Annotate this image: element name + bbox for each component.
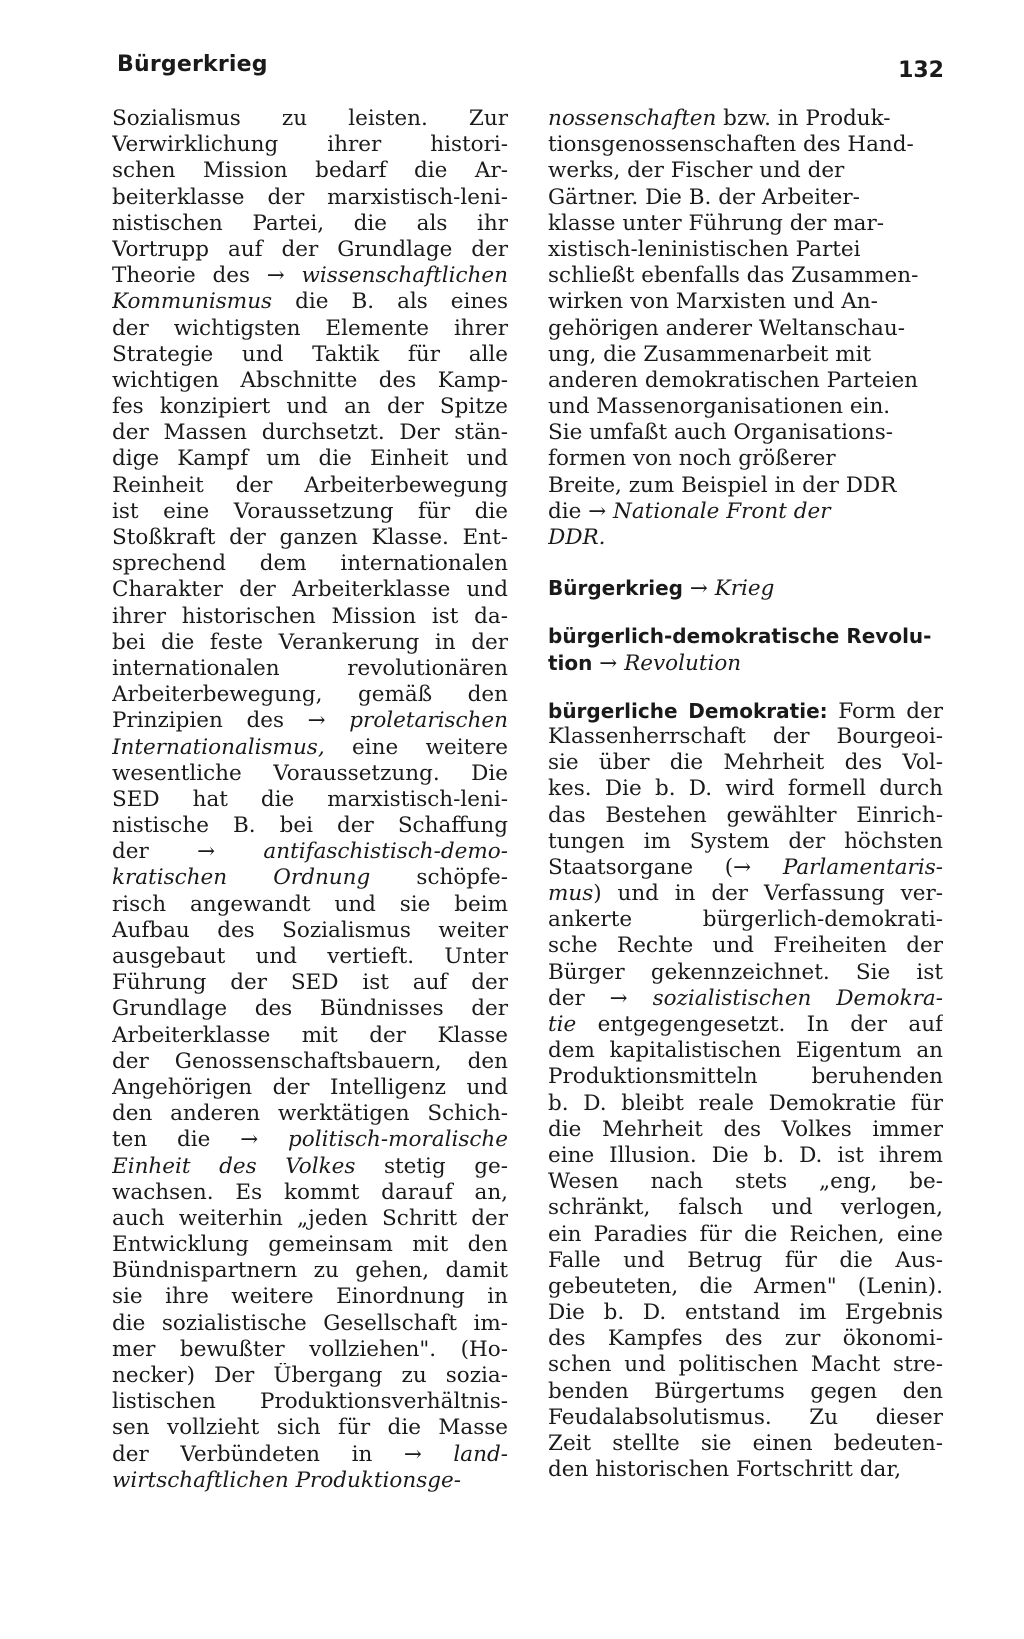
text-fragment: sie ihre weitere Einordnung in	[112, 1284, 508, 1310]
text-line	[112, 892, 508, 918]
text-line	[548, 420, 943, 446]
text-line	[112, 316, 508, 342]
text-line	[548, 446, 943, 472]
text-fragment	[683, 576, 690, 601]
text-line	[112, 787, 508, 813]
text-fragment: bei die feste Verankerung in der	[112, 629, 508, 655]
text-fragment: gebeuteten, die Armen" (Lenin).	[548, 1273, 943, 1299]
text-line	[112, 473, 508, 499]
text-line	[112, 656, 508, 682]
text-line	[548, 263, 943, 289]
left-column	[112, 106, 508, 1494]
text-fragment: die sozialistische Gesellschaft im-	[112, 1310, 508, 1336]
text-fragment: schränkt, falsch und verlogen,	[548, 1195, 943, 1221]
text-fragment: schöpfe-	[370, 865, 508, 891]
text-fragment: tion	[548, 650, 593, 675]
text-fragment: anderen demokratischen Parteien	[548, 367, 919, 393]
text-fragment: Reinheit der Arbeiterbewegung	[112, 472, 508, 498]
text-line	[548, 650, 943, 676]
text-line	[112, 944, 508, 970]
text-line	[548, 106, 943, 132]
text-line	[548, 1091, 943, 1117]
text-fragment: eine weitere	[324, 734, 508, 760]
text-line	[112, 1363, 508, 1389]
text-fragment: Strategie und Taktik für alle	[112, 341, 508, 367]
text-fragment: mus	[548, 881, 594, 907]
text-fragment: kratischen Ordnung	[112, 865, 371, 891]
text-fragment: wirtschaftlichen Produktionsge-	[112, 1467, 461, 1493]
text-line	[548, 750, 943, 776]
text-line	[112, 211, 508, 237]
text-line	[112, 918, 508, 944]
text-line	[548, 933, 943, 959]
text-fragment: Theorie des	[112, 263, 267, 289]
text-line	[112, 1415, 508, 1441]
text-fragment: Entwicklung gemeinsam mit den	[112, 1232, 508, 1258]
text-fragment: Falle und Betrug für die Aus-	[548, 1247, 943, 1273]
text-line	[112, 839, 508, 865]
text-line	[548, 289, 943, 315]
text-line	[112, 106, 508, 132]
text-fragment: werks, der Fischer und der	[548, 158, 845, 184]
text-fragment: Sie umfaßt auch Organisations-	[548, 420, 894, 446]
text-fragment: das Bestehen gewählter Einrich-	[548, 802, 943, 828]
text-line	[112, 1154, 508, 1180]
text-line	[548, 132, 943, 158]
text-line	[112, 1049, 508, 1075]
text-line	[548, 1143, 943, 1169]
text-fragment: ten die	[112, 1127, 241, 1153]
text-fragment: sen vollzieht sich für die Masse	[112, 1415, 508, 1441]
text-line	[548, 623, 943, 649]
text-line	[112, 289, 508, 315]
text-fragment: Bürger gekennzeichnet. Sie ist	[548, 959, 943, 985]
text-fragment: Vortrupp auf der Grundlage der	[112, 236, 508, 262]
text-line	[548, 185, 943, 211]
text-fragment: der	[112, 839, 198, 865]
text-fragment: → politisch-moralische	[240, 1127, 508, 1153]
text-fragment: sprechend dem internationalen	[112, 551, 508, 577]
text-fragment: der Massen durchsetzt. Der stän-	[112, 420, 508, 446]
text-line	[548, 394, 943, 420]
text-fragment: beiterklasse der marxistisch-leni-	[112, 184, 508, 210]
text-line	[548, 1379, 943, 1405]
text-line	[112, 1206, 508, 1232]
text-line	[112, 185, 508, 211]
text-fragment: → proletarischen	[307, 708, 508, 734]
text-line	[112, 420, 508, 446]
text-fragment: benden Bürgertums gegen den	[548, 1378, 943, 1404]
text-fragment: internationalen revolutionären	[112, 655, 508, 681]
text-fragment: formen von noch größerer	[548, 446, 836, 472]
text-fragment: Verwirklichung ihrer histori-	[112, 132, 508, 158]
text-line	[548, 575, 943, 601]
entry-buergerkrieg	[548, 575, 943, 601]
text-fragment: wesentliche Voraussetzung. Die	[112, 760, 508, 786]
text-line	[548, 1169, 943, 1195]
text-line	[548, 698, 943, 724]
text-line	[548, 1038, 943, 1064]
text-line	[112, 1389, 508, 1415]
text-line	[112, 996, 508, 1022]
text-line	[112, 1337, 508, 1363]
text-fragment: ung, die Zusammenarbeit mit	[548, 341, 872, 367]
text-line	[548, 1012, 943, 1038]
text-line	[548, 1405, 943, 1431]
text-fragment: Sozialismus zu leisten. Zur	[112, 106, 508, 131]
text-line	[548, 1195, 943, 1221]
text-fragment: → Nationale Front der	[588, 498, 831, 524]
text-line	[548, 1326, 943, 1352]
text-fragment: fes konzipiert und an der Spitze	[112, 394, 508, 420]
text-line	[112, 1232, 508, 1258]
text-line	[548, 1300, 943, 1326]
text-line	[112, 577, 508, 603]
text-line	[112, 1075, 508, 1101]
text-line	[548, 1248, 943, 1274]
text-line	[548, 1431, 943, 1457]
text-fragment: Produktionsmitteln beruhenden	[548, 1064, 943, 1090]
text-line	[548, 1352, 943, 1378]
text-line	[112, 604, 508, 630]
text-fragment: die Mehrheit des Volkes immer	[548, 1116, 943, 1142]
text-line	[548, 986, 943, 1012]
text-line	[548, 1222, 943, 1248]
text-fragment: DDR.	[548, 525, 606, 550]
text-line	[112, 1180, 508, 1206]
text-fragment: → land-	[403, 1441, 508, 1467]
text-fragment: Feudalabsolutismus. Zu dieser	[548, 1404, 943, 1430]
text-fragment: risch angewandt und sie beim	[112, 891, 508, 917]
text-line	[548, 342, 943, 368]
text-fragment: den historischen Fortschritt dar,	[548, 1457, 902, 1483]
text-line	[112, 525, 508, 551]
text-fragment: den anderen werktätigen Schich-	[112, 1101, 508, 1127]
text-fragment: wirken von Marxisten und An-	[548, 289, 878, 315]
text-fragment: necker) Der Übergang zu sozia-	[112, 1363, 508, 1388]
text-fragment: Angehörigen der Intelligenz und	[112, 1074, 508, 1100]
text-fragment: dige Kampf um die Einheit und	[112, 446, 508, 472]
text-fragment: b. D. bleibt reale Demokratie für	[548, 1090, 943, 1116]
text-line	[112, 132, 508, 158]
text-fragment: → antifaschistisch-demo-	[197, 839, 508, 865]
text-line	[112, 682, 508, 708]
text-fragment: Arbeiterklasse mit der Klasse	[112, 1022, 508, 1048]
text-fragment: schen Mission bedarf die Ar-	[112, 158, 508, 184]
text-line	[112, 263, 508, 289]
entry-buergerbuendnis-continued	[548, 106, 943, 551]
text-fragment: listischen Produktionsverhältnis-	[112, 1389, 508, 1415]
text-fragment: mer bewußter vollziehen". (Ho-	[112, 1336, 508, 1362]
text-fragment: der wichtigsten Elemente ihrer	[112, 315, 508, 341]
text-line	[548, 724, 943, 750]
text-line	[548, 211, 943, 237]
text-fragment: Bürgerkrieg	[548, 576, 683, 601]
text-line	[112, 970, 508, 996]
text-line	[112, 499, 508, 525]
text-fragment: xistisch-leninistischen Partei	[548, 236, 861, 262]
text-line	[112, 1127, 508, 1153]
text-fragment: Stoßkraft der ganzen Klasse. Ent-	[112, 525, 508, 550]
text-fragment: Breite, zum Beispiel in der DDR	[548, 472, 897, 498]
text-fragment: Aufbau des Sozialismus weiter	[112, 917, 508, 943]
text-line	[112, 237, 508, 263]
text-line	[548, 803, 943, 829]
entry-buergerliche-demokratie	[548, 698, 943, 1484]
text-line	[112, 551, 508, 577]
text-line	[112, 342, 508, 368]
text-fragment: des Kampfes des zur ökonomi-	[548, 1326, 943, 1352]
text-line	[112, 708, 508, 734]
text-fragment: eine Illusion. Die b. D. ist ihrem	[548, 1142, 943, 1168]
text-fragment: die B. als eines	[272, 289, 508, 315]
text-line	[112, 1468, 508, 1494]
text-line	[112, 446, 508, 472]
text-fragment: bürgerlich-demokratische Revolu-	[548, 624, 932, 649]
text-fragment: Charakter der Arbeiterklasse und	[112, 577, 508, 603]
text-fragment: → wissenschaftlichen	[266, 263, 508, 289]
text-fragment: Grundlage des Bündnisses der	[112, 996, 508, 1022]
text-line	[112, 1101, 508, 1127]
text-fragment: → Krieg	[689, 576, 775, 602]
text-line	[548, 1117, 943, 1143]
text-fragment: ausgebaut und vertieft. Unter	[112, 944, 508, 969]
entry-buergerlich-demokratische-revolution	[548, 623, 943, 675]
text-line	[112, 865, 508, 891]
text-line	[548, 881, 943, 907]
text-fragment: Einheit des Volkes	[112, 1153, 356, 1179]
text-fragment: tungen im System der höchsten	[548, 828, 943, 854]
text-fragment: gehörigen anderer Weltanschau-	[548, 315, 905, 341]
text-fragment: → sozialistischen Demokra-	[609, 985, 943, 1011]
text-fragment: ihrer historischen Mission ist da-	[112, 603, 508, 629]
text-fragment: bürgerliche Demokratie:	[548, 698, 828, 723]
text-fragment: ein Paradies für die Reichen, eine	[548, 1221, 943, 1247]
text-line	[548, 776, 943, 802]
text-fragment: auch weiterhin „jeden Schritt der	[112, 1205, 508, 1231]
text-fragment: Kommunismus	[112, 289, 273, 315]
text-fragment: Die b. D. entstand im Ergebnis	[548, 1300, 943, 1326]
text-fragment: stetig ge-	[355, 1153, 508, 1179]
text-fragment: → Parlamentaris-	[733, 854, 943, 880]
text-fragment: bzw. in Produk-	[716, 106, 891, 131]
text-fragment: der Verbündeten in	[112, 1441, 404, 1467]
text-fragment: Prinzipien des	[112, 708, 308, 734]
text-line	[112, 394, 508, 420]
text-line	[112, 735, 508, 761]
text-fragment: Arbeiterbewegung, gemäß den	[112, 682, 508, 708]
text-line	[112, 1023, 508, 1049]
text-fragment: Zeit stellte sie einen bedeuten-	[548, 1431, 943, 1456]
text-fragment: ankerte bürgerlich-demokrati-	[548, 907, 943, 933]
running-header-title: Bürgerkrieg	[117, 52, 268, 77]
text-fragment: sie über die Mehrheit des Vol-	[548, 750, 943, 776]
text-fragment: → Revolution	[599, 650, 742, 676]
text-line	[112, 761, 508, 787]
text-fragment: wichtigen Abschnitte des Kamp-	[112, 367, 508, 393]
page-number: 132	[898, 58, 944, 83]
text-fragment: Bündnispartnern zu gehen, damit	[112, 1258, 508, 1284]
text-fragment: Form der	[827, 698, 943, 724]
text-fragment: Klassenherrschaft der Bourgeoi-	[548, 723, 943, 749]
text-fragment: der Genossenschaftsbauern, den	[112, 1048, 508, 1074]
text-fragment: ) und in der Verfassung ver-	[593, 881, 943, 907]
text-line	[112, 158, 508, 184]
text-fragment: tionsgenossenschaften des Hand-	[548, 132, 914, 158]
text-fragment: Gärtner. Die B. der Arbeiter-	[548, 184, 860, 210]
text-line	[548, 960, 943, 986]
text-fragment: Staatsorgane (	[548, 854, 734, 880]
text-fragment: schließt ebenfalls das Zusammen-	[548, 263, 919, 289]
text-line	[548, 907, 943, 933]
text-fragment: wachsen. Es kommt darauf an,	[112, 1179, 508, 1205]
text-line	[112, 1442, 508, 1468]
text-fragment: Internationalismus,	[112, 734, 325, 760]
text-fragment: die	[548, 498, 589, 524]
text-fragment: Wesen nach stets „eng, be-	[548, 1169, 943, 1195]
text-fragment: sche Rechte und Freiheiten der	[548, 933, 943, 959]
text-line	[548, 473, 943, 499]
text-fragment: entgegengesetzt. In der auf	[576, 1012, 943, 1037]
text-fragment: nossenschaften	[548, 106, 717, 131]
text-fragment: tie	[548, 1012, 577, 1037]
text-fragment: schen und politischen Macht stre-	[548, 1352, 943, 1378]
text-line	[112, 1284, 508, 1310]
text-line	[112, 368, 508, 394]
text-line	[548, 499, 943, 525]
text-line	[112, 813, 508, 839]
text-line	[548, 855, 943, 881]
text-fragment: SED hat die marxistisch-leni-	[112, 786, 508, 812]
text-fragment: klasse unter Führung der mar-	[548, 210, 885, 236]
text-fragment: der	[548, 985, 610, 1011]
text-line	[548, 1457, 943, 1483]
text-line	[548, 316, 943, 342]
text-line	[548, 237, 943, 263]
text-line	[548, 158, 943, 184]
text-fragment: Führung der SED ist auf der	[112, 970, 508, 996]
text-line	[548, 368, 943, 394]
text-line	[548, 829, 943, 855]
text-fragment: nistische B. bei der Schaffung	[112, 813, 508, 839]
text-line	[112, 630, 508, 656]
text-line	[548, 1274, 943, 1300]
text-fragment: und Massenorganisationen ein.	[548, 394, 891, 420]
text-line	[548, 525, 943, 551]
text-fragment: ist eine Voraussetzung für die	[112, 498, 508, 524]
text-line	[548, 1064, 943, 1090]
text-line	[112, 1258, 508, 1284]
text-fragment: kes. Die b. D. wird formell durch	[548, 776, 943, 802]
text-fragment: nistischen Partei, die als ihr	[112, 210, 508, 236]
right-column	[548, 106, 943, 1483]
text-line	[112, 1311, 508, 1337]
text-fragment: dem kapitalistischen Eigentum an	[548, 1038, 943, 1064]
